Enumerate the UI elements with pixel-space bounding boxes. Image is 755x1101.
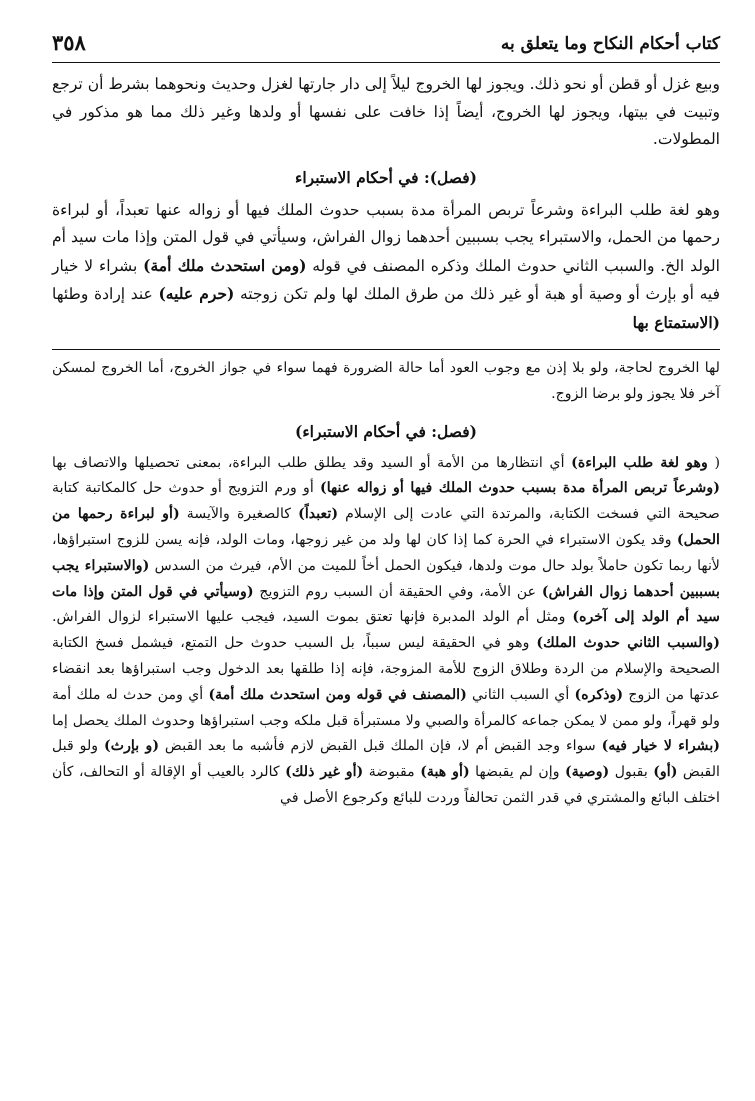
- sharh-section-title: (فصل: في أحكام الاستبراء): [295, 421, 477, 441]
- footnote-divider: [52, 349, 720, 350]
- matn-body-paragraph: وهو لغة طلب البراءة وشرعاً تربص المرأة مدة بسبب حدوث الملك فيها أو زواله عنها تعبداً، أو لبراءة رحمها من الحمل، والاستبراء يجب بسببين أحدهما زوال الفراش، وسيأتي في قول المتن وإذا مات سيد أم الولد الخ. والسبب الثاني حدوث الملك وذكره المصنف في قوله (ومن استحدث ملك أمة) بشراء لا خيار فيه أو بإرث أو وصية أو هبة أو غير ذلك من طرق الملك لها ولم تكن زوجته (حرم عليه) عند إرادة وطئها (الاستمتاع بها: [52, 200, 720, 332]
- sharh-continuation-paragraph: لها الخروج لحاجة، ولو بلا إذن مع وجوب العود أما حالة الضرورة فهما سواء في جواز الخروج، أما الخروج لمسكن آخر فلا يجوز ولو برضا الزوج.: [52, 360, 720, 402]
- matn-intro-paragraph: وبيع غزل أو قطن أو نحو ذلك. ويجوز لها الخروج ليلاً إلى دار جارتها لغزل وحديث ونحوهما بشرط أن ترجع وتبيت في بيتها، ويجوز لها الخروج، أيضاً إذا خافت على نفسها أو ولدها وغير ذلك مما هو مذكور في المطولات.: [52, 75, 720, 148]
- commentary-text: [52, 356, 720, 812]
- sharh-body-paragraph: ( وهو لغة طلب البراءة) أي انتظارها من الأمة أو السيد وقد يطلق طلب البراءة، بمعنى تحصيلها والاتصاف بها (وشرعاً تربص المرأة مدة بسبب حدوث الملك فيها أو زواله عنها) أو ورم التزويج أو حدوث حل كالمكاتبة كتابة صحيحة التي فسخت الكتابة، والمرتدة التي عادت إلى الإسلام (تعبداً) كالصغيرة والآيسة (أو لبراءة رحمها من الحمل) وقد يكون الاستبراء في الحرة كما إذا كان لها ولد من غير زوجها، ومات الولد، فإنه يسن للزوج استبراؤها، لأنها ربما تكون حاملاً بولد حال موت ولدها، فيكون الحمل أخاً للميت من الأم، فيرث من السدس (والاستبراء يجب بسببين أحدهما زوال الفراش) عن الأمة، وفي الحقيقة أن السبب روم التزويج (وسيأتي في قول المتن وإذا مات سيد أم الولد إلى آخره) ومثل أم الولد المدبرة فإنها تعتق بموت السيد، فيجب عليها الاستبراء لزوال الفراش. (والسبب الثاني حدوث الملك) وهو في الحقيقة ليس سبباً، بل السبب حدوث حل التمتع، فيشمل فسخ الكتابة الصحيحة والإسلام من الردة وطلاق الزوج للأمة المزوجة، فإنه إذا طلقها بعد الدخول وجب استبراؤها بعد انقضاء عدتها من الزوج (وذكره) أي السبب الثاني (المصنف في قوله ومن استحدث ملك أمة) أي ومن حدث له ملك أمة ولو قهراً، ولو ممن لا يمكن جماعه كالمرأة والصبي ولا مستبرأة قبل ملكه وجب استبراؤها وحدوث الملك يحصل إما (بشراء لا خيار فيه) سواء وجد القبض أم لا، فإن الملك قبل القبض لازم فأشبه ما بعد القبض (و بإرث) ولو قبل القبض (أو) بقبول (وصية) وإن لم يقبضها (أو هبة) مقبوضة (أو غير ذلك) كالرد بالعيب أو الإقالة أو التحالف، كأن اختلف البائع والمشتري في قدر الثمن تحالفاً وردت للبائع وكرجوع الأصل في: [52, 454, 721, 806]
- book-page: [52, 28, 720, 812]
- running-title: كتاب أحكام النكاح وما يتعلق به: [500, 34, 720, 54]
- matn-section-title: (فصل): في أحكام الاستبراء: [295, 167, 477, 187]
- page-header: [52, 28, 720, 63]
- main-text: [52, 71, 720, 337]
- page-number: ٣٥٨: [52, 30, 86, 55]
